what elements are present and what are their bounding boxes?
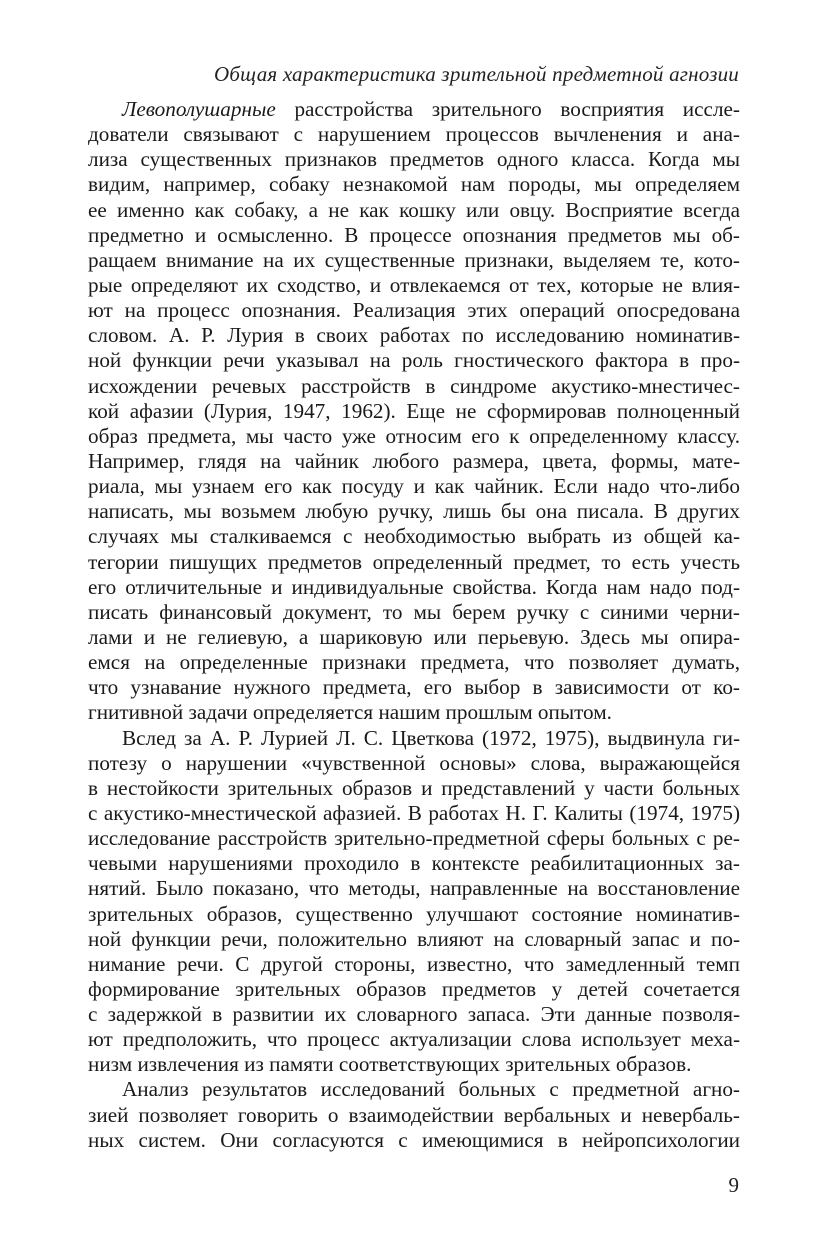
- text-line: Анализ результатов исследований больных с предметной агно-: [122, 1077, 740, 1102]
- text-line: ют на процесс опознания. Реализация этих операций опосредована: [88, 298, 740, 323]
- text-line: гнитивной задачи определяется нашим прошлым опытом.: [88, 700, 612, 725]
- text-line: написать, мы возьмем любую ручку, лишь бы она писала. В других: [88, 499, 740, 524]
- page-number: 9: [728, 1173, 739, 1197]
- text-line: Например, глядя на чайник любого размера, цвета, формы, мате-: [88, 448, 740, 473]
- text-line: предметно и осмысленно. В процессе опознания предметов мы об-: [88, 222, 740, 247]
- text-line: тегории пишущих предметов определенный предмет, то есть учесть: [88, 549, 740, 574]
- text-line: риала, мы узнаем его как посуду и как чайник. Если надо что-либо: [88, 474, 740, 499]
- text-line: кой афазии (Лурия, 1947, 1962). Еще не сформировав полноценный: [88, 398, 740, 423]
- text-line: ной функции речи, положительно влияют на словарный запас и по-: [88, 926, 740, 951]
- text-line: ее именно как собаку, а не как кошку или овцу. Восприятие всегда: [88, 197, 740, 222]
- text-line: словом. А. Р. Лурия в своих работах по исследованию номинатив-: [88, 323, 740, 348]
- text-line: низм извлечения из памяти соответствующих зрительных образов.: [88, 1052, 692, 1077]
- text-line: лиза существенных признаков предметов одного класса. Когда мы: [88, 147, 740, 172]
- text-line: нятий. Было показано, что методы, направленные на восстановление: [88, 876, 740, 901]
- text-line: Вслед за А. Р. Лурией Л. С. Цветкова (1972, 1975), выдвинула ги-: [122, 725, 740, 750]
- italic-term: Левополушарные: [122, 97, 276, 121]
- text-line: исследование расстройств зрительно-предметной сферы больных с ре-: [88, 826, 740, 851]
- text-line: нимание речи. С другой стороны, известно, что замедленный темп: [88, 951, 740, 976]
- running-head: Общая характеристика зрительной предметной агнозии: [214, 62, 739, 86]
- paragraph: [88, 726, 740, 1078]
- text-line: писать финансовый документ, то мы берем ручку с синими черни-: [88, 599, 740, 624]
- text-line: его отличительные и индивидуальные свойства. Когда нам надо под-: [88, 574, 740, 599]
- text-line: что узнавание нужного предмета, его выбор в зависимости от ко-: [88, 675, 740, 700]
- text-line: Левополушарные расстройства зрительного восприятия иссле-: [122, 97, 740, 121]
- text-line: ращаем внимание на их существенные признаки, выделяем те, кото-: [88, 247, 740, 272]
- text-line: емся на определенные признаки предмета, что позволяет думать,: [88, 650, 740, 675]
- text-line: лами и не гелиевую, а шариковую или перьевую. Здесь мы опира-: [88, 624, 740, 649]
- paragraph: [88, 97, 740, 726]
- text-line: зией позволяет говорить о взаимодействии вербальных и невербаль-: [88, 1102, 740, 1127]
- text-line: рые определяют их сходство, и отвлекаемся от тех, которые не влия-: [88, 272, 740, 297]
- text-line: с акустико-мнестической афазией. В работах Н. Г. Калиты (1974, 1975): [88, 800, 740, 825]
- body-text: [88, 97, 740, 1153]
- text-line: дователи связывают с нарушением процессов вычленения и ана-: [88, 122, 740, 147]
- text-line: зрительных образов, существенно улучшают состояние номинатив-: [88, 901, 740, 926]
- text-line: в нестойкости зрительных образов и представлений у части больных: [88, 775, 740, 800]
- text-line: видим, например, собаку незнакомой нам породы, мы определяем: [88, 172, 740, 197]
- text-line: ной функции речи указывал на роль гностического фактора в про-: [88, 348, 740, 373]
- paragraph: [88, 1077, 740, 1152]
- text-line: чевыми нарушениями проходило в контексте реабилитационных за-: [88, 851, 740, 876]
- text-line: потезу о нарушении «чувственной основы» слова, выражающейся: [88, 750, 740, 775]
- text-line: формирование зрительных образов предметов у детей сочетается: [88, 976, 740, 1001]
- text-line: с задержкой в развитии их словарного запаса. Эти данные позволя-: [88, 1002, 740, 1027]
- text-line: ных систем. Они согласуются с имеющимися в нейропсихологии: [88, 1127, 740, 1152]
- text-line: случаях мы сталкиваемся с необходимостью выбрать из общей ка-: [88, 524, 740, 549]
- text-line: ют предположить, что процесс актуализации слова использует меха-: [88, 1027, 740, 1052]
- text-line: образ предмета, мы часто уже относим его к определенному классу.: [88, 423, 740, 448]
- text-line: исхождении речевых расстройств в синдроме акустико-мнестичес-: [88, 373, 740, 398]
